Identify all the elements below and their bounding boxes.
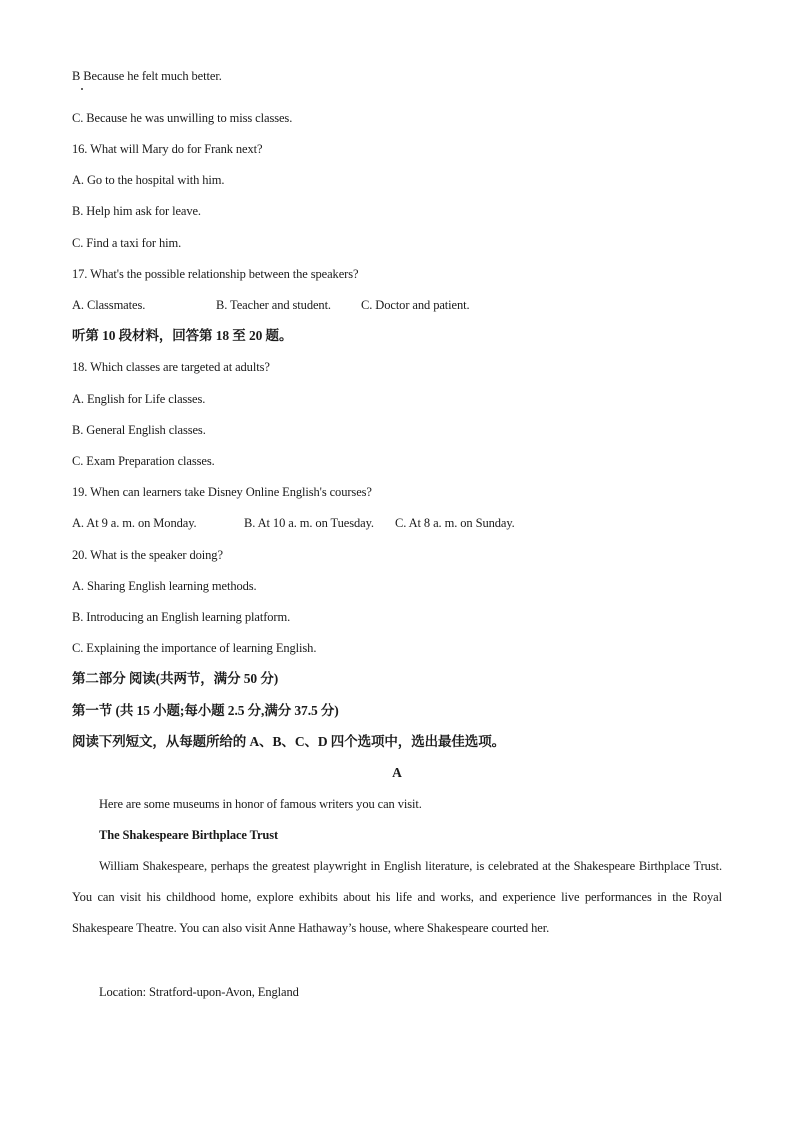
museum-heading: The Shakespeare Birthplace Trust — [99, 828, 279, 842]
q15-option-b: B Because he felt much better. — [72, 69, 222, 83]
q18-option-c: C. Exam Preparation classes. — [72, 454, 215, 468]
q18-option-b: B. General English classes. — [72, 423, 206, 437]
museum-location: Location: Stratford-upon-Avon, England — [99, 985, 299, 999]
q16-option-c: C. Find a taxi for him. — [72, 236, 182, 250]
reading-instruction: 阅读下列短文，从每题所给的 A、B、C、D 四个选项中，选出最佳选项。 — [72, 734, 506, 749]
q19-option-c: C. At 8 a. m. on Sunday. — [395, 516, 515, 530]
question-19: 19. When can learners take Disney Online English's courses? — [72, 485, 372, 499]
question-16: 16. What will Mary do for Frank next? — [72, 142, 263, 156]
q17-option-a: A. Classmates. — [72, 298, 146, 312]
q17-option-c: C. Doctor and patient. — [361, 298, 470, 312]
q20-option-c: C. Explaining the importance of learning English. — [72, 641, 317, 655]
q19-option-b: B. At 10 a. m. on Tuesday. — [244, 516, 374, 530]
question-17: 17. What's the possible relationship between the speakers? — [72, 267, 359, 281]
q15-option-c: C. Because he was unwilling to miss classes. — [72, 111, 293, 125]
stray-dot — [81, 88, 83, 90]
passage-label: A — [392, 765, 402, 780]
q16-option-a: A. Go to the hospital with him. — [72, 173, 225, 187]
question-20: 20. What is the speaker doing? — [72, 548, 223, 562]
q19-option-a: A. At 9 a. m. on Monday. — [72, 516, 197, 530]
section-1-heading: 第一节 (共 15 小题;每小题 2.5 分,满分 37.5 分) — [72, 703, 339, 718]
q20-option-a: A. Sharing English learning methods. — [72, 579, 257, 593]
q20-option-b: B. Introducing an English learning platform. — [72, 610, 291, 624]
q18-option-a: A. English for Life classes. — [72, 392, 206, 406]
part-2-heading: 第二部分 阅读(共两节，满分 50 分) — [72, 671, 279, 686]
q16-option-b: B. Help him ask for leave. — [72, 204, 201, 218]
museum-description: William Shakespeare, perhaps the greatest playwright in English literature, is celebrated at the Shakespeare Birthplace Trust. You can visit his childhood home, explore exhibits about his life and works, and experience live performances in the Royal Shakespeare Theatre. You can also visit Anne Hathaway’s house, where Shakespeare courted her. — [72, 859, 722, 935]
passage-intro: Here are some museums in honor of famous writers you can visit. — [99, 797, 422, 811]
section-10-heading: 听第 10 段材料，回答第 18 至 20 题。 — [72, 328, 293, 343]
q17-option-b: B. Teacher and student. — [216, 298, 331, 312]
question-18: 18. Which classes are targeted at adults? — [72, 360, 270, 374]
